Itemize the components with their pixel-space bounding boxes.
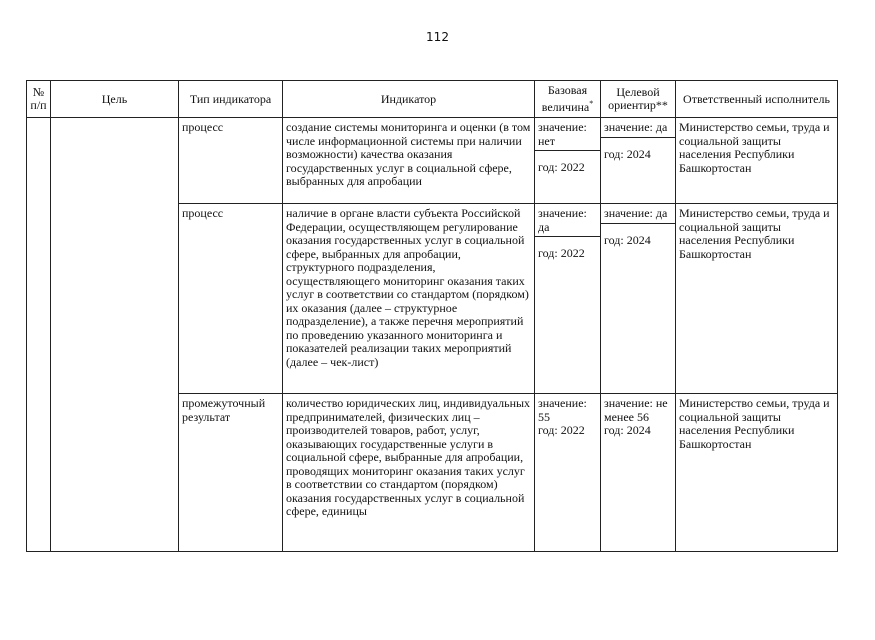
table-row [27, 118, 838, 204]
base-year: год: 2022 [538, 246, 585, 260]
header-goal: Цель [51, 81, 179, 118]
header-row [27, 81, 838, 118]
base-value: значение: да [535, 204, 600, 237]
header-base [535, 81, 601, 118]
target-value: значение: не менее 56 [604, 396, 668, 424]
base-year: год: 2022 [538, 160, 585, 174]
responsible-cell: Министерство семьи, труда и социальной защиты населения Республики Башкортостан [679, 396, 830, 451]
header-type: Тип индикатора [179, 81, 283, 118]
target-value: значение: да [601, 204, 675, 224]
responsible-cell: Министерство семьи, труда и социальной защиты населения Республики Башкортостан [679, 206, 830, 261]
target-year: год: 2024 [604, 232, 651, 247]
header-target: Целевой ориентир** [601, 81, 676, 118]
type-cell: процесс [182, 120, 224, 134]
base-year: год: 2022 [538, 423, 585, 437]
indicator-cell: создание системы мониторинга и оценки (в том числе информационной системы при наличии возможности) качества оказания государственных услуг в социальной сфере, выбранных для апробации [286, 120, 531, 188]
base-value: значение: 55 [538, 396, 587, 424]
header-base-label: Базовая величина [541, 83, 590, 114]
header-base-mark: * [589, 99, 594, 108]
indicator-cell: количество юридических лиц, индивидуальных предпринимателей, физических лиц – производителей товаров, работ, услуг, оказывающих государственные услуги в социальной сфере, выбранные для апробации, проводящих мониторинг оказания таких услуг в соответствии со стандартом (порядком) оказания государственных услуг в социальной сфере, единицы [286, 396, 531, 518]
responsible-cell: Министерство семьи, труда и социальной защиты населения Республики Башкортостан [679, 120, 830, 175]
num-cell [27, 118, 51, 552]
header-indicator: Индикатор [283, 81, 535, 118]
indicators-table [26, 80, 838, 552]
header-num: № п/п [27, 81, 51, 118]
type-cell: процесс [182, 206, 224, 220]
indicator-cell: наличие в органе власти субъекта Российской Федерации, осуществляющем регулирование оказания государственных услуг в социальной сфере, выбранных для апробации, структурного подразделения, осуществляющего мониторинг оказания таких услуг в соответствии со стандартом (порядком) их оказания (далее – структурное подразделение), а также перечня мероприятий по проведению указанного мониторинга и показателей реализации таких мероприятий (далее – чек-лист) [286, 206, 529, 369]
type-cell: промежуточный результат [182, 396, 266, 424]
page-number: 112 [426, 30, 449, 44]
target-value: значение: да [601, 118, 675, 138]
goal-cell [51, 118, 179, 552]
target-year: год: 2024 [604, 146, 651, 161]
base-value: значение: нет [535, 118, 600, 151]
header-responsible: Ответственный исполнитель [676, 81, 838, 118]
target-year: год: 2024 [604, 423, 651, 437]
